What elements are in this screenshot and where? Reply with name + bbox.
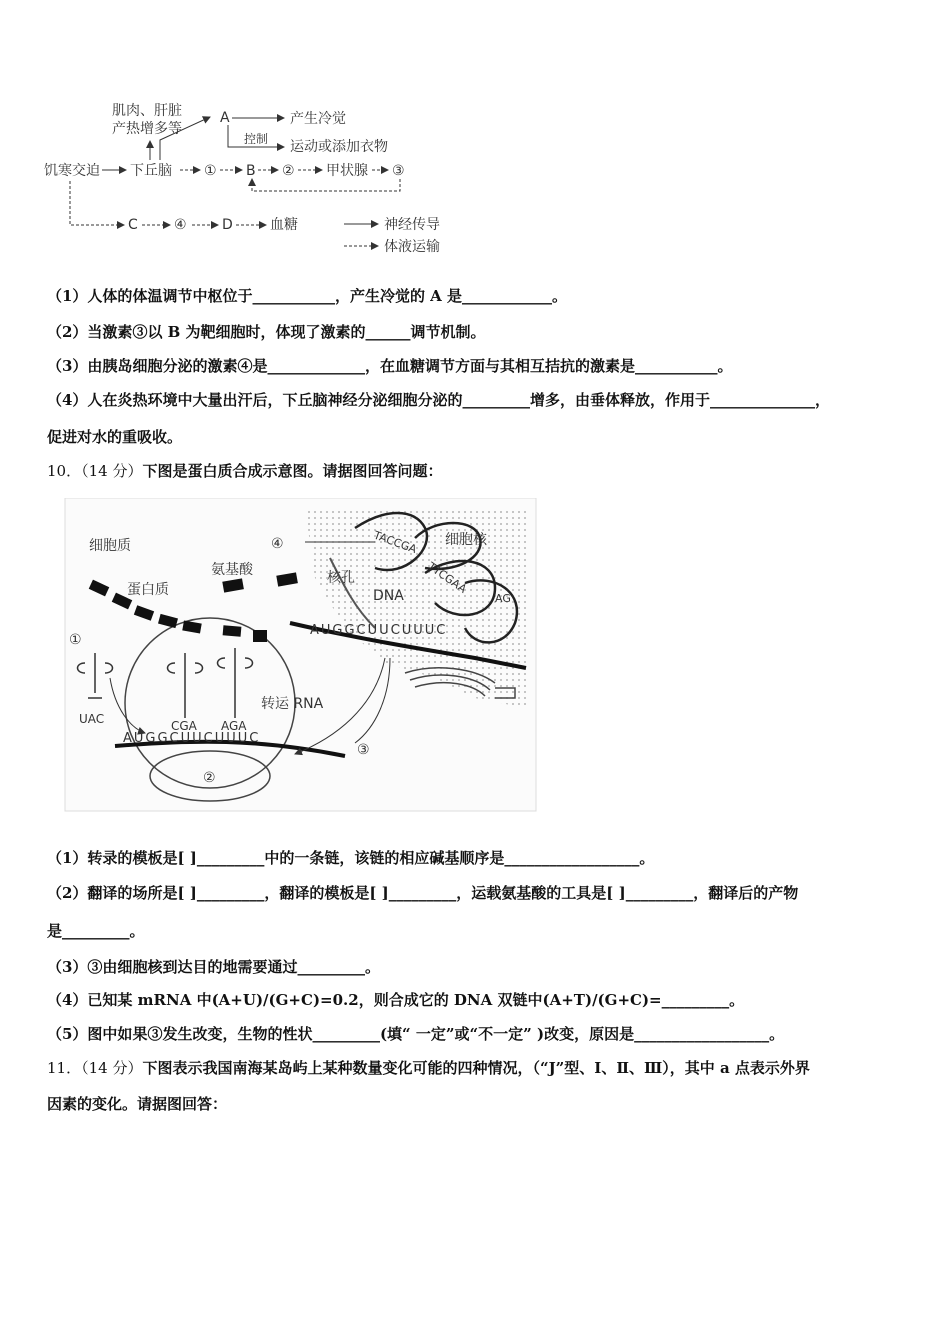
mrna-sequence-cytoplasm: AUGGCUUCUUUC (123, 731, 261, 746)
mark-2: ② (203, 770, 216, 786)
q10-heading (47, 461, 442, 481)
amino-acid-label: 氨基酸 (211, 562, 253, 578)
q11-number: 11．（14 分） (47, 1059, 143, 1077)
control-label: 控制 (244, 132, 269, 146)
start-label: 饥寒交迫 (44, 163, 100, 179)
node-b: B (246, 163, 256, 179)
q11-heading (47, 1058, 810, 1078)
mrna-sequence-nucleus: AUGGCUUCUUUC (310, 623, 448, 638)
thyroid-label: 甲状腺 (326, 163, 368, 179)
q10-item-2-continued: 是_________。 (47, 922, 145, 940)
q9-item-4-continued: 促进对水的重吸收。 (47, 428, 183, 446)
regulation-diagram (40, 95, 460, 265)
q10-title: 下图是蛋白质合成示意图。请据图回答问题： (142, 462, 443, 480)
cold-feeling-label: 产生冷觉 (290, 111, 346, 127)
anticodon-cga: CGA (171, 719, 197, 733)
protein-label: 蛋白质 (127, 582, 169, 598)
hypothalamus-label: 下丘脑 (130, 163, 172, 179)
q10-item-4: （4）已知某 mRNA 中(A+U)/(G+C)=0.2，则合成它的 DNA 双链中(A+T)/(G+C)=_________。 (47, 991, 745, 1009)
clothing-label: 运动或添加衣物 (290, 139, 388, 155)
node-1: ① (204, 163, 217, 179)
protein-synthesis-diagram (55, 498, 537, 823)
q10-number: 10．（14 分） (47, 462, 143, 480)
q11-line-1: 下图表示我国南海某岛屿上某种数量变化可能的四种情况，（“J”型、Ⅰ、Ⅱ、Ⅲ），其中 a 点表示外界 (142, 1059, 810, 1077)
node-a: A (220, 110, 230, 126)
node-d: D (222, 217, 233, 233)
dna-label: DNA (373, 588, 404, 604)
q10-item-5: （5）图中如果③发生改变，生物的性状_________(填“ 一定”或“不一定” )改变，原因是__________________。 (47, 1025, 785, 1043)
node-4: ④ (174, 217, 187, 233)
q10-item-3: （3）③由细胞核到达目的地需要通过_________。 (47, 958, 380, 976)
blood-sugar-label: 血糖 (270, 217, 298, 233)
anticodon-aga: AGA (221, 719, 247, 733)
q11-line-2: 因素的变化。请据图回答： (47, 1095, 228, 1113)
legend-fluid-label: 体液运输 (384, 239, 440, 255)
muscle-liver-label-2: 产热增多等 (112, 121, 182, 137)
q10-item-2: （2）翻译的场所是[ ]_________，翻译的模板是[ ]_________，运载氨基酸的工具是[ ]_________，翻译后的产物 (47, 884, 799, 902)
q9-item-1: （1）人体的体温调节中枢位于___________，产生冷觉的 A 是____________。 (47, 287, 568, 305)
node-c: C (128, 217, 138, 233)
mark-3: ③ (357, 742, 370, 758)
nucleus-label: 细胞核 (445, 532, 487, 548)
anticodon-uac: UAC (79, 712, 105, 726)
dna-bases-1: TACCGA (371, 528, 419, 557)
node-3: ③ (392, 163, 405, 179)
cytoplasm-label: 细胞质 (89, 538, 131, 554)
q9-item-4: （4）人在炎热环境中大量出汗后，下丘脑神经分泌细胞分泌的_________增多，由垂体释放，作用于______________， (47, 391, 830, 409)
trna-label: 转运 RNA (261, 696, 324, 712)
mark-4: ④ (271, 536, 284, 552)
muscle-liver-label-1: 肌肉、肝脏 (112, 103, 182, 119)
node-2: ② (282, 163, 295, 179)
q9-item-2: （2）当激素③以 B 为靶细胞时，体现了激素的______调节机制。 (47, 323, 486, 341)
q9-item-3: （3）由胰岛细胞分泌的激素④是_____________，在血糖调节方面与其相互拮抗的激素是___________。 (47, 357, 733, 375)
q10-item-1: （1）转录的模板是[ ]_________中的一条链，该链的相应碱基顺序是__________________。 (47, 849, 655, 867)
mark-1: ① (69, 632, 82, 648)
legend-nerve-label: 神经传导 (384, 217, 440, 233)
dna-bases-3: AG (495, 592, 511, 605)
pore-label: 核孔 (327, 570, 355, 586)
dna-bases-2: TTCGAA (425, 559, 469, 596)
